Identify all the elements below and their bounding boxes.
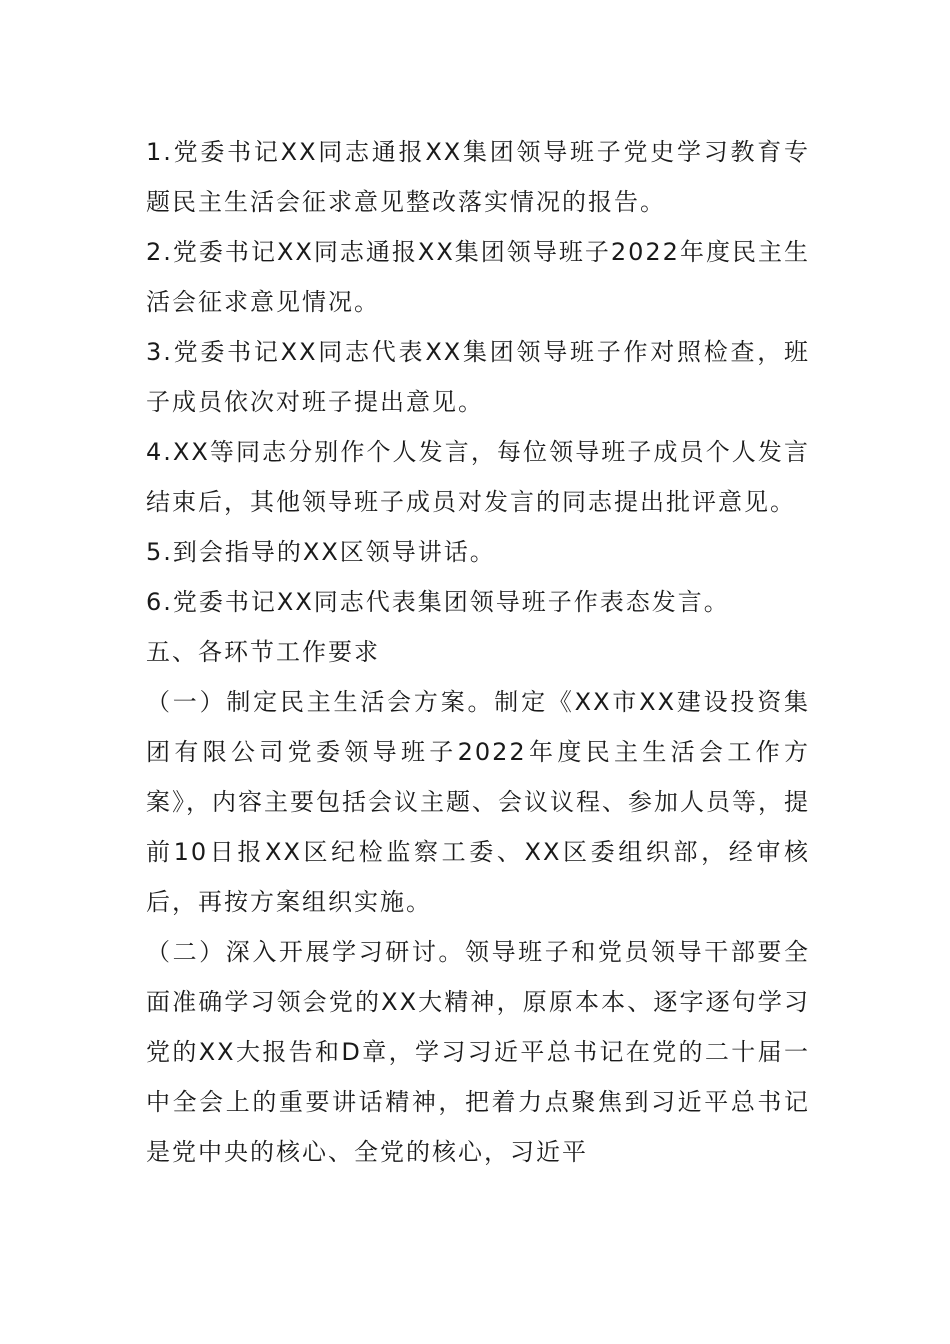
agenda-item-4: 4.XX等同志分别作个人发言，每位领导班子成员个人发言结束后，其他领导班子成员对发言的同志提出批评意见。 <box>146 438 810 516</box>
agenda-item-3: 3.党委书记XX同志代表XX集团领导班子作对照检查，班子成员依次对班子提出意见。 <box>146 338 810 416</box>
agenda-item-2: 2.党委书记XX同志通报XX集团领导班子2022年度民主生活会征求意见情况。 <box>146 238 810 316</box>
requirement-1: （一）制定民主生活会方案。制定《XX市XX建设投资集团有限公司党委领导班子2022年度民主生活会工作方案》，内容主要包括会议主题、会议议程、参加人员等，提前10日报XX区纪检监察工委、XX区委组织部，经审核后，再按方案组织实施。 <box>146 688 810 916</box>
section-heading: 五、各环节工作要求 <box>146 638 380 666</box>
requirement-2: （二）深入开展学习研讨。领导班子和党员领导干部要全面准确学习领会党的XX大精神，原原本本、逐字逐句学习党的XX大报告和D章，学习习近平总书记在党的二十届一中全会上的重要讲话精神，把着力点聚焦到习近平总书记是党中央的核心、全党的核心，习近平 <box>146 938 810 1166</box>
agenda-item-6: 6.党委书记XX同志代表集团领导班子作表态发言。 <box>146 588 730 616</box>
agenda-item-5: 5.到会指导的XX区领导讲话。 <box>146 538 496 566</box>
agenda-item-1: 1.党委书记XX同志通报XX集团领导班子党史学习教育专题民主生活会征求意见整改落实情况的报告。 <box>146 138 810 216</box>
document-body <box>146 127 810 1177</box>
